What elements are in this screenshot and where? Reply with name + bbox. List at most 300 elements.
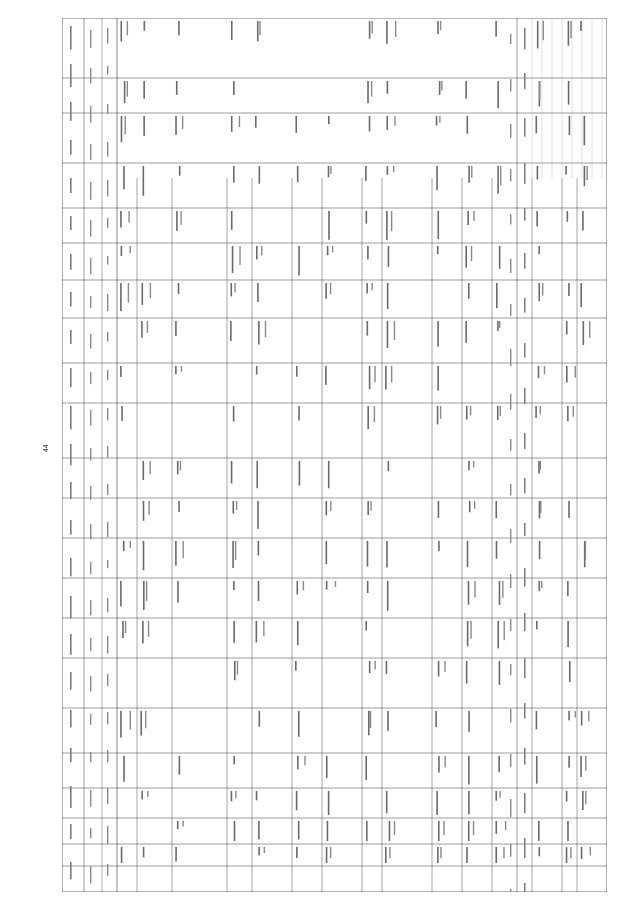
cell-text <box>123 166 125 189</box>
cell-text <box>124 116 125 134</box>
cell-text <box>543 21 544 40</box>
cell-text <box>178 21 180 35</box>
row-label-text <box>90 486 91 500</box>
column-header-text <box>524 748 526 764</box>
cell-text <box>297 756 299 769</box>
cell-text <box>150 283 151 298</box>
row-label-text <box>107 294 108 311</box>
row-label-text <box>70 178 72 193</box>
cell-text <box>436 116 438 126</box>
cell-text <box>468 791 470 814</box>
row-label-text <box>70 482 72 499</box>
cell-text <box>257 501 259 529</box>
cell-text <box>582 791 584 810</box>
cell-text <box>468 581 470 605</box>
cell-text <box>495 21 497 37</box>
column-header-text <box>510 484 511 496</box>
cell-text <box>568 501 570 518</box>
row-label-text <box>70 786 72 808</box>
cell-text <box>230 321 232 341</box>
cell-text <box>466 847 468 863</box>
cell-text <box>143 541 145 570</box>
cell-text <box>567 406 569 421</box>
cell-text <box>495 847 497 863</box>
cell-text <box>235 791 236 798</box>
cell-text <box>437 321 439 347</box>
cell-text <box>369 116 371 131</box>
cell-text <box>585 756 586 771</box>
cell-text <box>393 166 394 172</box>
cell-text <box>124 81 126 103</box>
cell-text <box>394 321 395 340</box>
cell-text <box>232 541 234 568</box>
cell-text <box>437 847 439 863</box>
column-header-text <box>510 304 511 316</box>
column-header-text <box>524 163 526 184</box>
cell-text <box>231 791 233 801</box>
cell-text <box>261 246 262 255</box>
cell-text <box>328 461 330 488</box>
cell-text <box>372 21 373 33</box>
cell-text <box>325 366 327 385</box>
cell-text <box>298 821 300 840</box>
cell-text <box>440 847 441 858</box>
row-label-text <box>90 258 91 274</box>
column-header-text <box>524 478 526 493</box>
cell-text <box>179 756 181 775</box>
cell-text <box>582 211 584 231</box>
cell-text <box>439 116 440 123</box>
cell-text <box>441 81 442 91</box>
page-number: 44 <box>43 444 50 452</box>
cell-text <box>328 166 330 177</box>
cell-text <box>385 366 387 389</box>
cell-text <box>575 711 576 718</box>
row-label-text <box>107 66 108 74</box>
cell-text <box>371 81 372 96</box>
cell-text <box>143 847 145 857</box>
cell-text <box>328 211 330 240</box>
cell-text <box>181 366 182 372</box>
cell-text <box>585 791 586 804</box>
cell-text <box>327 246 329 255</box>
cell-text <box>539 501 541 518</box>
cell-text <box>304 756 305 765</box>
cell-text <box>539 847 541 856</box>
row-label-text <box>107 864 108 876</box>
cell-text <box>539 541 541 559</box>
cell-text <box>128 283 129 303</box>
cell-text <box>121 847 123 863</box>
cell-text <box>495 821 497 834</box>
cell-text <box>387 581 389 611</box>
cell-text <box>295 661 297 671</box>
cell-text <box>370 501 371 511</box>
cell-text <box>499 661 501 685</box>
cell-text <box>232 501 234 513</box>
cell-text <box>387 166 389 175</box>
cell-text <box>467 116 469 134</box>
cell-text <box>584 116 586 145</box>
table-grid <box>62 18 607 892</box>
cell-text <box>535 116 537 133</box>
row-label-text <box>70 710 72 727</box>
column-header-text <box>510 754 511 767</box>
row-label-text <box>90 600 91 615</box>
row-label-text <box>70 596 72 618</box>
cell-text <box>499 581 501 605</box>
cell-text <box>178 283 180 294</box>
cell-text <box>265 321 266 337</box>
cell-text <box>325 501 327 515</box>
cell-text <box>143 166 145 196</box>
cell-text <box>580 283 582 307</box>
cell-text <box>182 541 183 558</box>
cell-text <box>298 711 300 737</box>
cell-text <box>325 283 327 299</box>
cell-text <box>568 756 570 768</box>
cell-text <box>177 461 179 474</box>
cell-text <box>130 541 131 548</box>
cell-text <box>566 366 568 383</box>
cell-text <box>465 81 467 99</box>
cell-text <box>536 211 538 226</box>
row-label-text <box>90 752 91 762</box>
cell-text <box>369 366 371 389</box>
cell-text <box>567 581 569 596</box>
cell-text <box>580 756 582 777</box>
row-label-text <box>107 712 108 724</box>
cell-text <box>468 821 470 841</box>
cell-text <box>335 581 336 587</box>
cell-text <box>537 166 539 180</box>
cell-text <box>541 581 542 588</box>
cell-text <box>443 821 444 835</box>
cell-text <box>374 406 375 422</box>
cell-text <box>147 791 148 797</box>
cell-text <box>389 821 391 841</box>
cell-text <box>367 406 369 429</box>
cell-text <box>299 461 301 486</box>
cell-text <box>257 283 259 302</box>
cell-text <box>234 821 236 841</box>
cell-text <box>538 366 540 378</box>
cell-text <box>473 211 474 221</box>
row-label-text <box>107 636 108 654</box>
cell-text <box>536 621 538 629</box>
cell-text <box>566 321 568 334</box>
cell-text <box>122 621 124 638</box>
cell-text <box>473 821 474 835</box>
cell-text <box>568 21 570 46</box>
row-label-text <box>107 28 108 43</box>
cell-text <box>128 211 129 223</box>
cell-text <box>437 366 439 391</box>
column-header-text <box>524 28 526 49</box>
cell-text <box>499 791 500 798</box>
cell-text <box>568 283 570 296</box>
row-label-text <box>70 520 72 535</box>
column-header-text <box>510 799 511 817</box>
cell-text <box>366 283 368 293</box>
cell-text <box>330 847 331 858</box>
row-label-text <box>90 220 91 237</box>
column-header-text <box>524 523 526 536</box>
cell-text <box>567 211 569 222</box>
cell-text <box>123 541 125 551</box>
cell-text <box>438 821 440 841</box>
cell-text <box>257 21 259 41</box>
column-header-text <box>524 793 526 813</box>
cell-text <box>330 166 331 174</box>
column-header-text <box>510 574 511 588</box>
cell-text <box>389 847 390 858</box>
cell-text <box>175 541 177 566</box>
column-header-text <box>524 208 526 221</box>
cell-text <box>438 756 440 772</box>
cell-text <box>130 711 131 730</box>
cell-text <box>298 406 300 420</box>
cell-text <box>388 461 390 471</box>
cell-text <box>471 246 472 261</box>
row-label-text <box>90 334 91 349</box>
cell-text <box>499 246 501 269</box>
cell-text <box>497 321 499 331</box>
row-label-text <box>90 448 91 460</box>
cell-text <box>370 711 371 728</box>
row-label-text <box>107 788 108 804</box>
column-header-text <box>510 214 511 224</box>
column-header-text <box>510 349 511 366</box>
cell-text <box>437 406 439 424</box>
cell-text <box>537 21 539 48</box>
cell-text <box>366 821 368 841</box>
column-header-text <box>524 118 526 137</box>
cell-text <box>130 246 131 253</box>
row-label-text <box>90 714 91 725</box>
cell-text <box>388 246 390 267</box>
cell-text <box>496 283 498 308</box>
cell-text <box>296 847 298 858</box>
cell-text <box>466 661 468 684</box>
cell-text <box>231 21 233 40</box>
cell-text <box>387 321 389 348</box>
cell-text <box>295 116 297 133</box>
cell-text <box>386 791 388 813</box>
cell-text <box>141 283 143 305</box>
cell-text <box>505 821 506 830</box>
cell-text <box>367 81 369 103</box>
cell-text <box>467 211 469 225</box>
column-header-text <box>524 613 526 631</box>
cell-text <box>542 283 543 296</box>
cell-text <box>465 321 467 343</box>
row-label-text <box>107 522 108 537</box>
cell-text <box>539 81 540 99</box>
cell-text <box>439 81 441 95</box>
cell-text <box>127 81 128 97</box>
cell-text <box>178 501 180 512</box>
cell-text <box>367 501 369 515</box>
column-header-text <box>510 169 511 181</box>
cell-text <box>499 321 500 328</box>
cell-text <box>387 711 389 731</box>
column-header-text <box>524 883 526 892</box>
cell-text <box>234 283 235 292</box>
cell-text <box>470 621 471 639</box>
cell-text <box>296 791 298 810</box>
cell-text <box>468 711 470 732</box>
cell-text <box>436 791 438 815</box>
cell-text <box>474 501 475 509</box>
cell-text <box>473 461 474 467</box>
cell-text <box>182 821 183 827</box>
row-label-text <box>90 68 91 84</box>
cell-text <box>538 581 540 591</box>
cell-text <box>569 661 571 682</box>
row-label-text <box>70 824 72 839</box>
row-label-text <box>70 216 72 230</box>
cell-text <box>255 116 257 128</box>
cell-text <box>296 581 298 594</box>
row-label-text <box>90 524 91 539</box>
cell-text <box>497 81 499 108</box>
row-label-text <box>107 104 108 114</box>
cell-text <box>535 406 537 418</box>
cell-text <box>497 166 499 194</box>
cell-text <box>500 166 501 185</box>
cell-text <box>569 116 571 135</box>
cell-text <box>176 211 178 231</box>
cell-text <box>538 461 540 474</box>
row-label-text <box>107 180 108 197</box>
cell-text <box>149 461 150 474</box>
cell-text <box>145 711 146 728</box>
cell-text <box>263 621 264 636</box>
cell-text <box>146 581 147 601</box>
cell-text <box>497 406 499 420</box>
cell-text <box>258 321 260 344</box>
cell-text <box>231 461 233 483</box>
cell-text <box>256 246 258 259</box>
cell-text <box>374 661 375 670</box>
cell-text <box>365 621 367 630</box>
cell-text <box>259 711 261 727</box>
row-label-text <box>90 638 91 651</box>
cell-text <box>580 21 582 31</box>
cell-text <box>566 791 568 801</box>
cell-text <box>297 621 299 645</box>
cell-text <box>467 621 469 646</box>
row-label-text <box>70 862 72 879</box>
cell-text <box>474 581 475 598</box>
cell-text <box>544 366 545 374</box>
cell-text <box>147 321 148 333</box>
cell-text <box>326 541 328 564</box>
cell-text <box>394 116 395 126</box>
cell-text <box>175 847 177 862</box>
cell-text <box>121 406 123 421</box>
row-label-text <box>90 562 91 574</box>
cell-text <box>140 711 142 736</box>
cell-text <box>438 501 440 518</box>
cell-text <box>581 711 583 726</box>
cell-text <box>468 283 470 299</box>
column-header-text <box>510 79 511 91</box>
cell-text <box>235 541 236 560</box>
cell-text <box>231 116 233 132</box>
cell-text <box>581 847 583 859</box>
cell-text <box>469 501 471 512</box>
column-header-text <box>510 529 511 543</box>
cell-text <box>332 246 333 252</box>
cell-text <box>386 541 388 567</box>
cell-text <box>589 321 590 338</box>
column-header-text <box>524 73 526 89</box>
rotated-table <box>62 18 607 892</box>
row-label-text <box>90 790 91 807</box>
cell-text <box>120 283 122 311</box>
cell-text <box>264 847 265 853</box>
cell-text <box>540 406 541 414</box>
row-label-text <box>70 64 72 87</box>
cell-text <box>259 166 261 184</box>
cell-text <box>233 581 235 590</box>
cell-text <box>123 756 125 782</box>
row-label-text <box>90 828 91 838</box>
column-header-text <box>524 253 526 269</box>
cell-text <box>148 621 149 637</box>
cell-text <box>120 711 122 738</box>
cell-text <box>233 621 235 643</box>
column-header-text <box>524 343 526 358</box>
cell-text <box>256 366 258 375</box>
cell-text <box>141 321 143 338</box>
cell-text <box>568 711 570 720</box>
cell-text <box>327 821 329 841</box>
cell-text <box>391 211 392 231</box>
cell-text <box>239 246 240 265</box>
cell-text <box>496 541 498 559</box>
cell-text <box>498 756 500 772</box>
row-label-text <box>90 182 91 200</box>
cell-text <box>143 461 145 480</box>
row-label-text <box>90 30 91 48</box>
row-label-text <box>70 368 72 387</box>
cell-text <box>367 321 369 336</box>
cell-text <box>303 581 304 590</box>
cell-text <box>233 81 235 95</box>
row-label-text <box>107 826 108 844</box>
cell-text <box>538 283 540 301</box>
cell-text <box>296 366 298 377</box>
column-header-text <box>524 838 526 858</box>
cell-text <box>298 246 300 276</box>
column-header-text <box>510 664 511 675</box>
column-header-text <box>510 259 511 273</box>
cell-text <box>536 711 538 729</box>
row-label-text <box>90 296 91 308</box>
column-header-text <box>524 388 526 404</box>
cell-text <box>367 246 369 259</box>
row-label-text <box>90 372 91 384</box>
cell-text <box>386 21 388 44</box>
cell-text <box>330 283 331 294</box>
cell-text <box>176 81 178 95</box>
row-label-text <box>107 218 108 228</box>
row-label-text <box>107 256 108 265</box>
cell-text <box>387 81 389 94</box>
